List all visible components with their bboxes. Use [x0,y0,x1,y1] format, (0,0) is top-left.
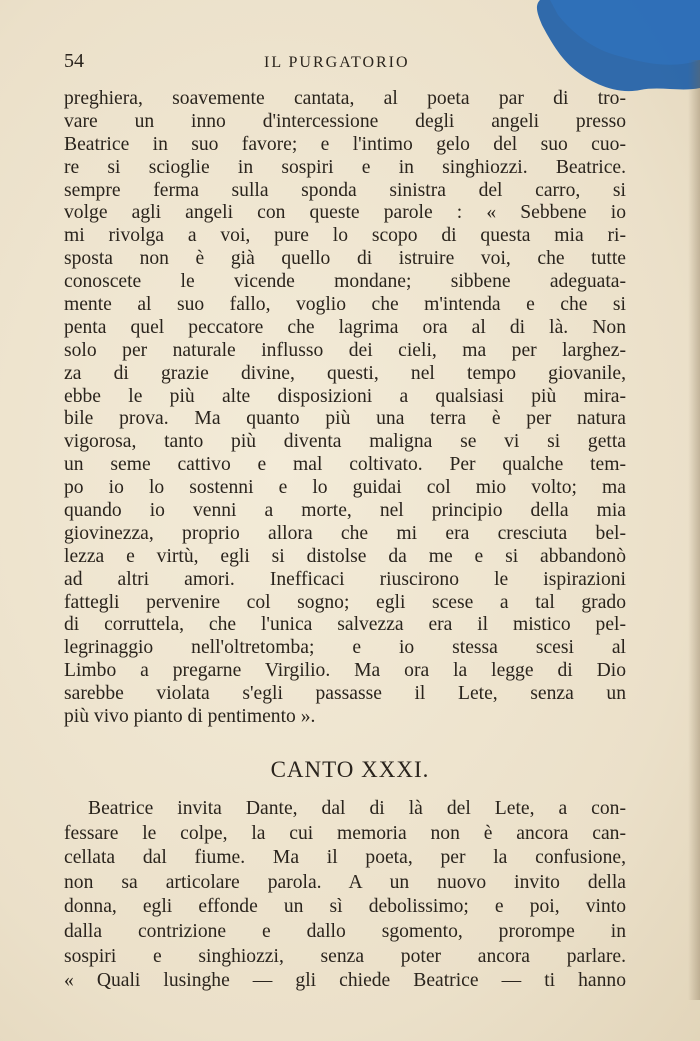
text-line: vigorosa, tanto più diventa maligna se vi si getta [64,431,626,453]
text-line: sospiri e singhiozzi, senza poter ancora parlare. [64,945,626,967]
text-line: conoscete le vicende mondane; sibbene adeguata- [64,271,626,293]
page-number: 54 [64,50,84,72]
canto-summary-paragraph [64,797,626,994]
text-line: za di grazie divine, questi, nel tempo giovanile, [64,362,626,384]
text-line: penta quel peccatore che lagrima ora al di là. Non [64,316,626,338]
text-line: po io lo sostenni e lo guidai col mio volto; ma [64,477,626,499]
text-line: mente al suo fallo, voglio che m'intenda e che si [64,294,626,316]
page-header [64,50,626,78]
text-line: Beatrice in suo favore; e l'intimo gelo del suo cuo- [64,133,626,155]
text-line: più vivo pianto di pentimento ». [64,706,316,728]
text-line: fessare le colpe, la cui memoria non è ancora can- [64,822,626,844]
body-paragraph [64,88,626,729]
text-line: donna, egli effonde un sì debolissimo; e poi, vinto [64,896,626,918]
text-line: solo per naturale influsso dei cieli, ma per larghez- [64,339,626,361]
text-line: sarebbe violata s'egli passasse il Lete, senza un [64,683,626,705]
text-line: re si scioglie in sospiri e in singhiozzi. Beatrice. [64,156,626,178]
text-line: preghiera, soavemente cantata, al poeta par di tro- [64,88,626,109]
running-title: IL PURGATORIO [264,54,410,71]
text-line: sposta non è già quello di istruire voi, che tutte [64,248,626,270]
page-edge-shadow [688,60,700,1000]
text-line: bile prova. Ma quanto più una terra è per natura [64,408,626,430]
text-line: un seme cattivo e mal coltivato. Per qualche tem- [64,454,626,476]
text-line: dalla contrizione e dallo sgomento, prorompe in [64,920,626,942]
text-line: vare un inno d'intercessione degli angeli presso [64,110,626,132]
text-line: « Quali lusinghe — gli chiede Beatrice — ti hanno [64,970,626,992]
blue-ink-stain [520,0,700,95]
text-line: Beatrice invita Dante, dal di là del Lete, a con- [88,798,626,819]
text-line: Limbo a pregarne Virgilio. Ma ora la legge di Dio [64,660,626,682]
text-line: giovinezza, proprio allora che mi era cresciuta bel- [64,522,626,544]
text-line: sempre ferma sulla sponda sinistra del carro, si [64,179,626,201]
text-line: volge agli angeli con queste parole : « Sebbene io [64,202,626,224]
text-line: lezza e virtù, egli si distolse da me e si abbandonò [64,545,626,567]
text-line: di corruttela, che l'unica salvezza era il mistico pel- [64,614,626,636]
text-line: cellata dal fiume. Ma il poeta, per la confusione, [64,847,626,869]
canto-heading: CANTO XXXI. [270,757,430,782]
text-line: fattegli pervenire col sogno; egli scese a tal grado [64,591,626,613]
text-line: non sa articolare parola. A un nuovo invito della [64,871,626,893]
text-line: quando io venni a morte, nel principio della mia [64,500,626,522]
text-line: ad altri amori. Inefficaci riuscirono le ispirazioni [64,568,626,590]
text-line: legrinaggio nell'oltretomba; e io stessa scesi al [64,637,626,659]
text-line: mi rivolga a voi, pure lo scopo di questa mia ri- [64,225,626,247]
text-line: ebbe le più alte disposizioni a qualsiasi più mira- [64,385,626,407]
